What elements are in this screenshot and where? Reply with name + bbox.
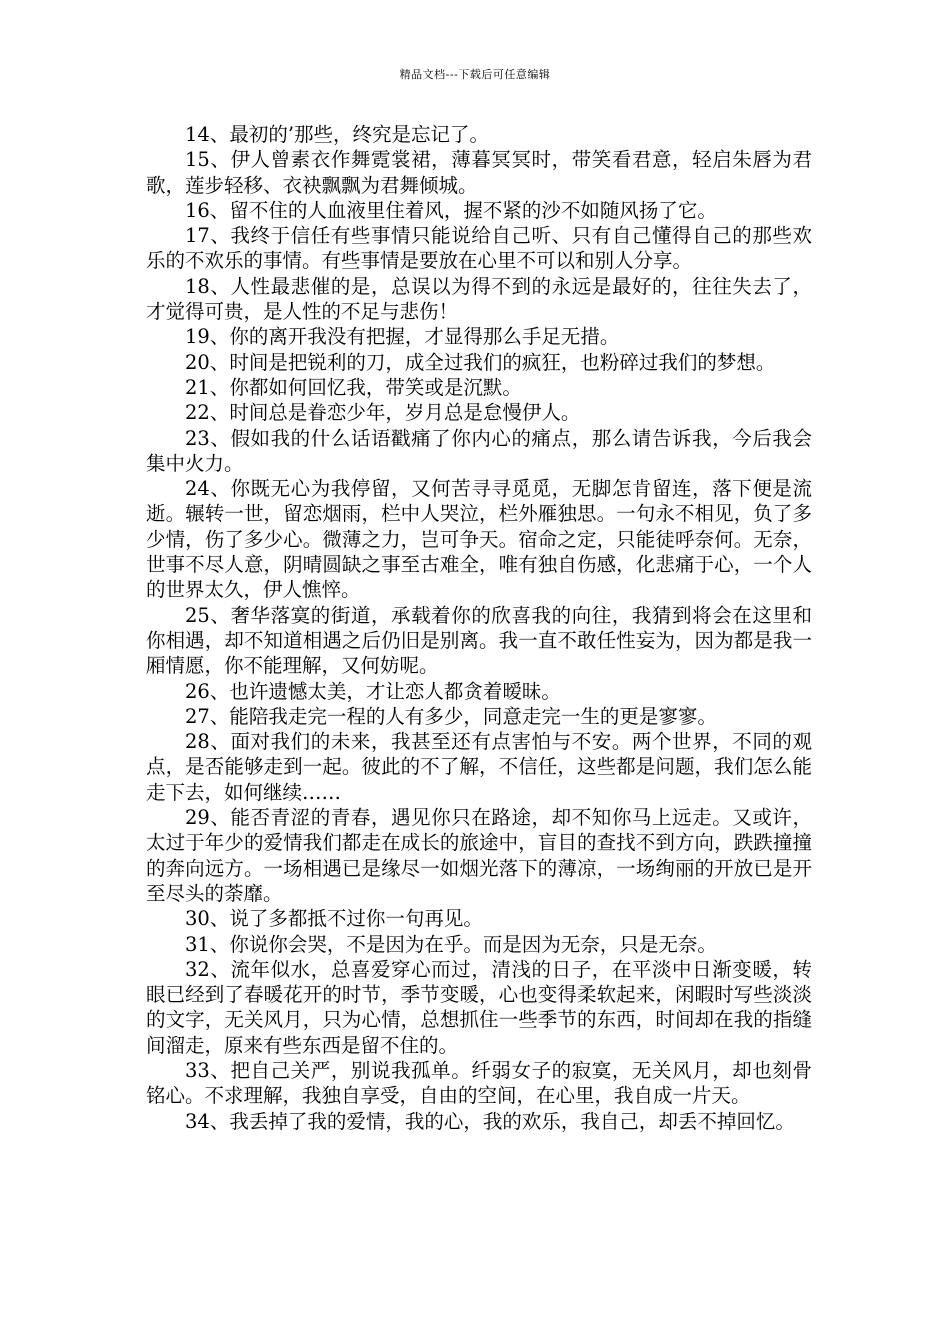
paragraph-22: 22、时间总是眷恋少年，岁月总是怠慢伊人。: [185, 401, 581, 425]
paragraph-14: 14、最初的’那些，终究是忘记了。: [185, 123, 490, 146]
paragraph-31: 31、你说你会哭，不是因为在乎。而是因为无奈，只是无奈。: [185, 932, 717, 956]
paragraph-23: 23、假如我的什么话语戳痛了你内心的痛点，那么请告诉我，今后我会集中火力。: [146, 426, 812, 475]
paragraph-34: 34、我丢掉了我的爱情，我的心，我的欢乐，我自己，却丢不掉回忆。: [185, 1109, 795, 1133]
paragraph-29: 29、能否青涩的青春，遇见你只在路途，却不知你马上远走。又或许，太过于年少的爱情我们都走在成长的旅途中，盲目的查找不到方向，跌跌撞撞的奔向远方。一场相遇已是缘尽一如烟光落下的薄凉，一场绚丽的开放已是开至尽头的荼靡。: [146, 806, 812, 905]
paragraph-19: 19、你的离开我没有把握，才显得那么手足无措。: [185, 325, 620, 349]
paragraph-18: 18、人性最悲催的是，总误以为得不到的永远是最好的，往往失去了，才觉得可贵，是人性的不足与悲伤！: [146, 274, 812, 324]
paragraph-15: 15、伊人曾素衣作舞霓裳裙，薄暮冥冥时，带笑看君意，轻启朱唇为君歌，莲步轻移、衣袂飘飘为君舞倾城。: [146, 148, 812, 197]
paragraph-30: 30、说了多都抵不过你一句再见。: [185, 907, 483, 931]
paragraph-25: 25、奢华落寞的街道，承载着你的欣喜我的向往，我猜到将会在这里和你相遇，却不知道相遇之后仍旧是别离。我一直不敢任性妄为，因为都是我一厢情愿，你不能理解，又何妨呢。: [146, 603, 812, 678]
paragraph-33: 33、把自己关严，别说我孤单。纤弱女子的寂寞，无关风月，却也刻骨铭心。不求理解，我独自享受，自由的空间，在心里，我自成一片天。: [146, 1058, 812, 1108]
paragraph-27: 27、能陪我走完一程的人有多少，同意走完一生的更是寥寥。: [185, 704, 717, 728]
paragraph-20: 20、时间是把锐利的刀，成全过我们的疯狂，也粉碎过我们的梦想。: [185, 350, 776, 374]
paragraph-26: 26、也许遗憾太美，才让恋人都贪着暧昧。: [185, 679, 561, 703]
paragraph-32: 32、流年似水，总喜爱穿心而过，清浅的日子，在平淡中日渐变暖，转眼已经到了春暖花开的时节，季节变暖，心也变得柔软起来，闲暇时写些淡淡的文字，无关风月，只为心情，总想抓住一些季节的东西，时间却在我的指缝间溜走，原来有些东西是留不住的。: [146, 957, 812, 1057]
paragraph-28: 28、面对我们的未来，我甚至还有点害怕与不安。两个世界，不同的观点，是否能够走到一起。彼此的不了解，不信任，这些都是问题，我们怎么能走下去，如何继续……: [146, 730, 812, 804]
paragraph-24: 24、你既无心为我停留，又何苦寻寻觅觅，无脚怎肯留连，落下便是流逝。辗转一世，留恋烟雨，栏中人哭泣，栏外雁独思。一句永不相见，负了多少情，伤了多少心。微薄之力，岂可争天。宿命之定，只能徒呼奈何。无奈，世事不尽人意，阴晴圆缺之事至古难全，唯有独自伤感，化悲痛于心，一个人的世界太久，伊人憔悴。: [146, 477, 812, 602]
paragraph-16: 16、留不住的人血液里住着风，握不紧的沙不如随风扬了它。: [185, 198, 717, 222]
paragraph-17: 17、我终于信任有些事情只能说给自己听、只有自己懂得自己的那些欢乐的不欢乐的事情。有些事情是要放在心里不可以和别人分享。: [146, 224, 812, 273]
document-body: [146, 122, 812, 1134]
page-header: 精品文档---下载后可任意编辑: [399, 68, 551, 81]
paragraph-21: 21、你都如何回忆我，带笑或是沉默。: [185, 375, 522, 399]
